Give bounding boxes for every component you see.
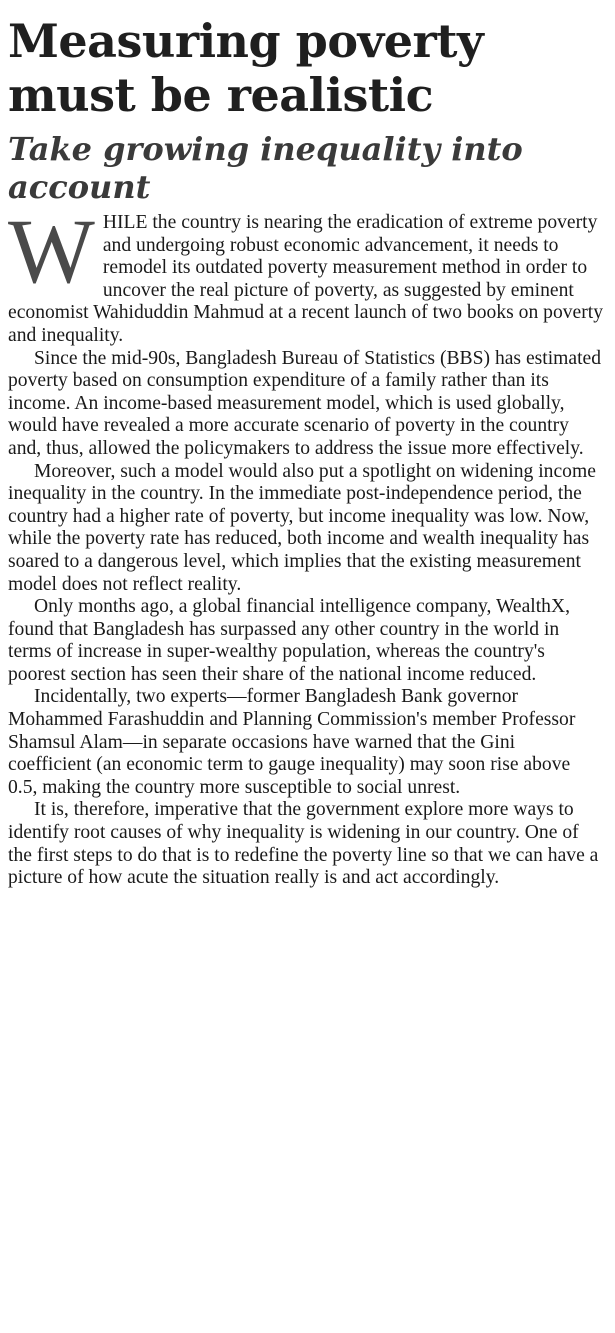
paragraph-2: Since the mid-90s, Bangladesh Bureau of Statistics (BBS) has estimated poverty based on consumption expenditure of a family rather than its income. An income-based measurement model, which is used globally, would have revealed a more accurate scenario of poverty in the country and, thus, allowed the policymakers to address the issue more effectively. (8, 347, 602, 459)
drop-cap: W (8, 200, 95, 302)
headline: Measuring poverty must be realistic (8, 14, 484, 122)
paragraph-3: Moreover, such a model would also put a spotlight on widening income inequality in the country. In the immediate post-independence period, the country had a higher rate of poverty, but income inequality was low. Now, while the poverty rate has reduced, both income and wealth inequality has soared to a dangerous level, which implies that the existing measurement model does not reflect reality. (8, 460, 596, 595)
article-body (8, 200, 603, 890)
paragraph-4: Only months ago, a global financial intelligence company, WealthX, found that Bangladesh has surpassed any other country in the world in terms of increase in super-wealthy population, whereas the country's poorest section has seen their share of the national income reduced. (8, 596, 571, 685)
paragraph-1-text: HILE the country is nearing the eradication of extreme poverty and undergoing robust economic advancement, it needs to remodel its outdated poverty measurement method in order to uncover the real picture of poverty, as suggested by eminent economist Wahiduddin Mahmud at a recent launch of two books on poverty and inequality. (8, 212, 603, 346)
paragraph-5: Incidentally, two experts—former Bangladesh Bank governor Mohammed Farashuddin and Planning Commission's member Professor Shamsul Alam—in separate occasions have warned that the Gini coefficient (an economic term to gauge inequality) may soon rise above 0.5, making the country more susceptible to social unrest. (8, 686, 576, 798)
paragraph-6: It is, therefore, imperative that the government explore more ways to identify root causes of why inequality is widening in our country. One of the first steps to do that is to redefine the poverty line so that we can have a picture of how acute the situation really is and act accordingly. (8, 799, 599, 889)
paragraph-1 (8, 200, 603, 348)
subheadline: Take growing inequality into account (8, 130, 523, 206)
